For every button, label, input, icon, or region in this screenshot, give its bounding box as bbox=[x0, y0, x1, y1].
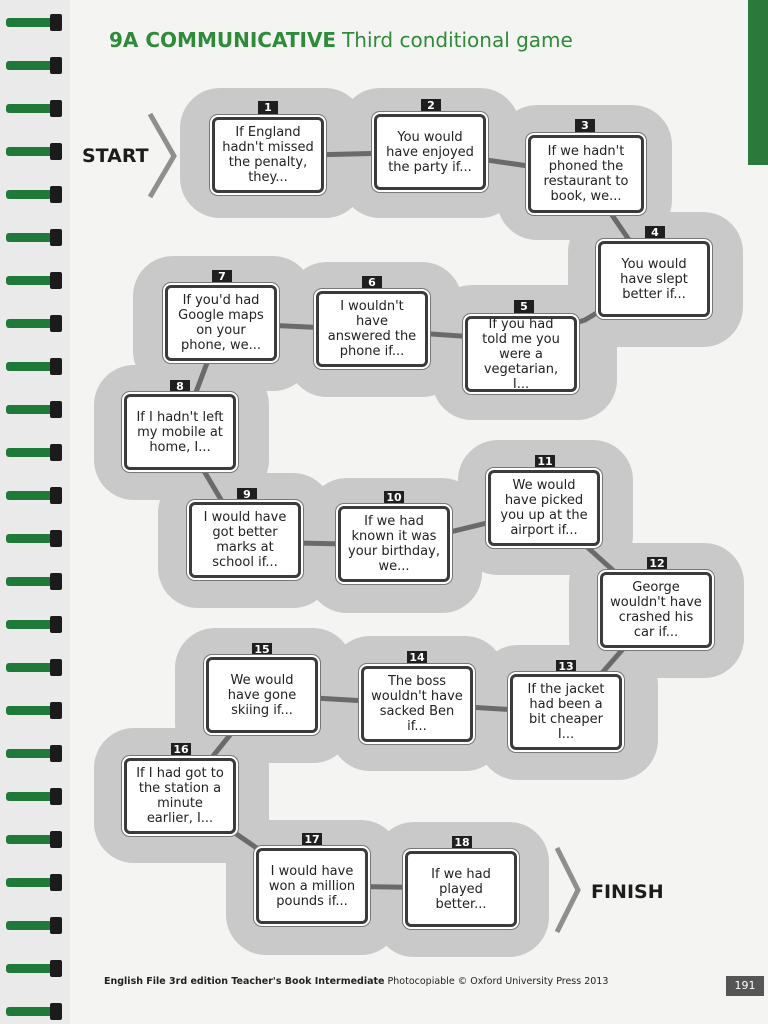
square-9-number: 9 bbox=[237, 488, 257, 502]
square-14[interactable]: The boss wouldn't have sacked Ben if... bbox=[361, 666, 473, 742]
title-subtitle: Third conditional game bbox=[342, 28, 573, 52]
square-5-number: 5 bbox=[514, 300, 534, 314]
footer-book-title: English File 3rd edition Teacher's Book Intermediate bbox=[104, 976, 385, 987]
square-3-number: 3 bbox=[575, 119, 595, 133]
square-2-number: 2 bbox=[421, 99, 441, 113]
square-17-number: 17 bbox=[302, 833, 322, 847]
footer-copyright: Photocopiable © Oxford University Press 2013 bbox=[387, 976, 609, 987]
page-footer bbox=[104, 976, 608, 987]
square-11-number: 11 bbox=[535, 455, 555, 469]
square-12[interactable]: George wouldn't have crashed his car if... bbox=[600, 572, 712, 648]
square-4[interactable]: You would have slept better if... bbox=[598, 241, 710, 317]
square-13[interactable]: If the jacket had been a bit cheaper I... bbox=[510, 674, 622, 750]
square-6[interactable]: I wouldn't have answered the phone if... bbox=[316, 291, 428, 367]
square-10[interactable]: If we had known it was your birthday, we... bbox=[338, 506, 450, 582]
square-7-number: 7 bbox=[212, 270, 232, 284]
square-8-number: 8 bbox=[170, 380, 190, 394]
square-11[interactable]: We would have picked you up at the airport if... bbox=[488, 470, 600, 546]
square-15[interactable]: We would have gone skiing if... bbox=[206, 657, 318, 733]
square-2[interactable]: You would have enjoyed the party if... bbox=[374, 114, 486, 190]
page-number: 191 bbox=[726, 976, 764, 996]
square-7[interactable]: If you'd had Google maps on your phone, we... bbox=[165, 285, 277, 361]
square-16[interactable]: If I had got to the station a minute earlier, I... bbox=[124, 758, 236, 834]
square-9[interactable]: I would have got better marks at school if... bbox=[189, 502, 301, 578]
square-17[interactable]: I would have won a million pounds if... bbox=[256, 848, 368, 924]
square-14-number: 14 bbox=[407, 651, 427, 665]
square-15-number: 15 bbox=[252, 643, 272, 657]
square-18[interactable]: If we had played better... bbox=[405, 851, 517, 927]
square-13-number: 13 bbox=[556, 660, 576, 674]
title-code: 9A COMMUNICATIVE bbox=[109, 28, 337, 52]
square-6-number: 6 bbox=[362, 276, 382, 290]
finish-label: FINISH bbox=[591, 881, 664, 903]
square-18-number: 18 bbox=[452, 836, 472, 850]
square-16-number: 16 bbox=[171, 743, 191, 757]
square-3[interactable]: If we hadn't phoned the restaurant to book, we... bbox=[528, 135, 644, 213]
square-10-number: 10 bbox=[384, 491, 404, 505]
square-4-number: 4 bbox=[645, 226, 665, 240]
square-1[interactable]: If England hadn't missed the penalty, they... bbox=[212, 117, 324, 193]
square-12-number: 12 bbox=[647, 557, 667, 571]
start-label: START bbox=[82, 145, 149, 167]
square-8[interactable]: If I hadn't left my mobile at home, I... bbox=[124, 394, 236, 470]
square-5[interactable]: If you had told me you were a vegetarian, I... bbox=[465, 316, 577, 392]
square-1-number: 1 bbox=[258, 101, 278, 115]
